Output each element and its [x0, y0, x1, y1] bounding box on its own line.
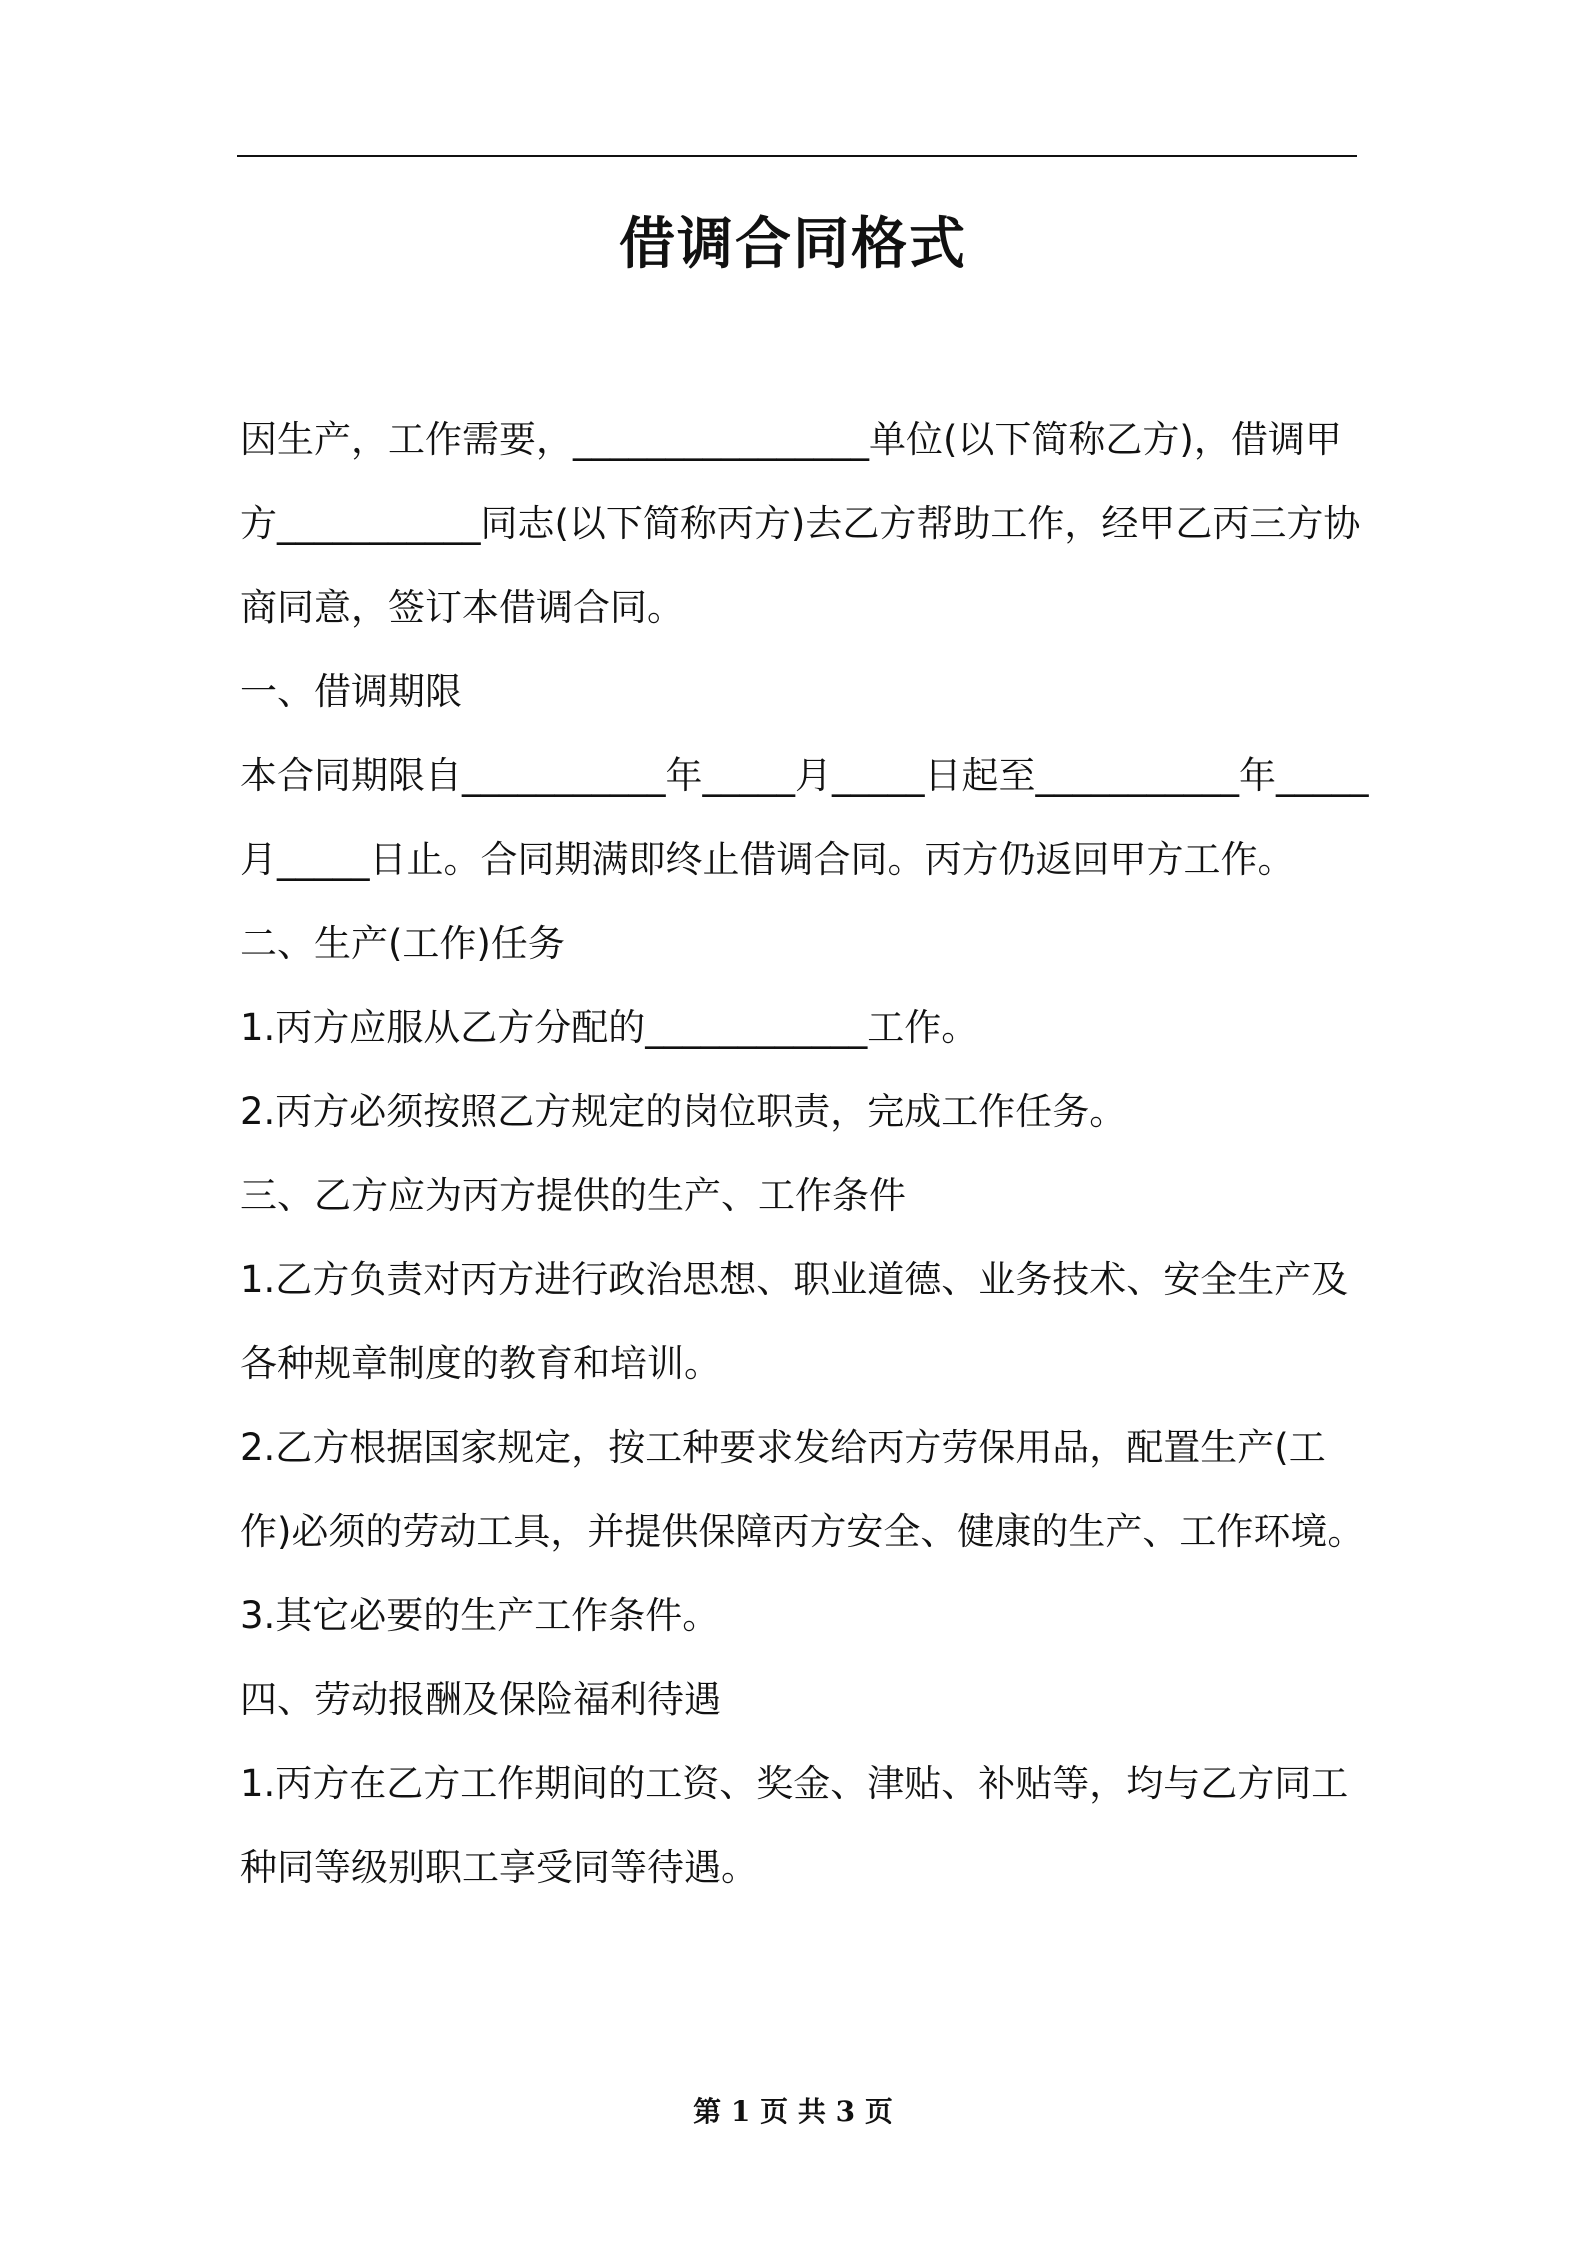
pay-item-1: 1.丙方在乙方工作期间的工资、奖金、津贴、补贴等，均与乙方同工种同等级别职工享受同等待遇。 [240, 1762, 1349, 1889]
conditions-item-1: 1.乙方负责对丙方进行政治思想、职业道德、业务技术、安全生产及各种规章制度的教育和培训。 [240, 1258, 1349, 1385]
section-heading-pay: 四、劳动报酬及保险福利待遇 [240, 1678, 721, 1721]
tasks-item-2: 2.丙方必须按照乙方规定的岗位职责，完成工作任务。 [240, 1090, 1127, 1133]
conditions-item-2: 2.乙方根据国家规定，按工种要求发给丙方劳保用品，配置生产(工作)必须的劳动工具，并提供保障丙方安全、健康的生产、工作环境。 [240, 1426, 1365, 1553]
conditions-item-3: 3.其它必要的生产工作条件。 [240, 1594, 720, 1637]
page-footer: 第 1 页 共 3 页 [693, 2095, 893, 2128]
section-heading-term: 一、借调期限 [240, 670, 462, 713]
section-heading-conditions: 三、乙方应为丙方提供的生产、工作条件 [240, 1174, 906, 1217]
document-body [240, 398, 1370, 1910]
document-title: 借调合同格式 [619, 212, 967, 277]
intro-paragraph: 因生产，工作需要，________________单位(以下简称乙方)，借调甲方___________同志(以下简称丙方)去乙方帮助工作，经甲乙丙三方协商同意，签订本借调合同。 [240, 418, 1361, 629]
section-heading-tasks: 二、生产(工作)任务 [240, 922, 565, 965]
term-paragraph: 本合同期限自___________年_____月_____日起至___________年_____月_____日止。合同期满即终止借调合同。丙方仍返回甲方工作。 [240, 754, 1369, 881]
header-rule [237, 155, 1357, 157]
tasks-item-1: 1.丙方应服从乙方分配的____________工作。 [240, 1006, 979, 1049]
